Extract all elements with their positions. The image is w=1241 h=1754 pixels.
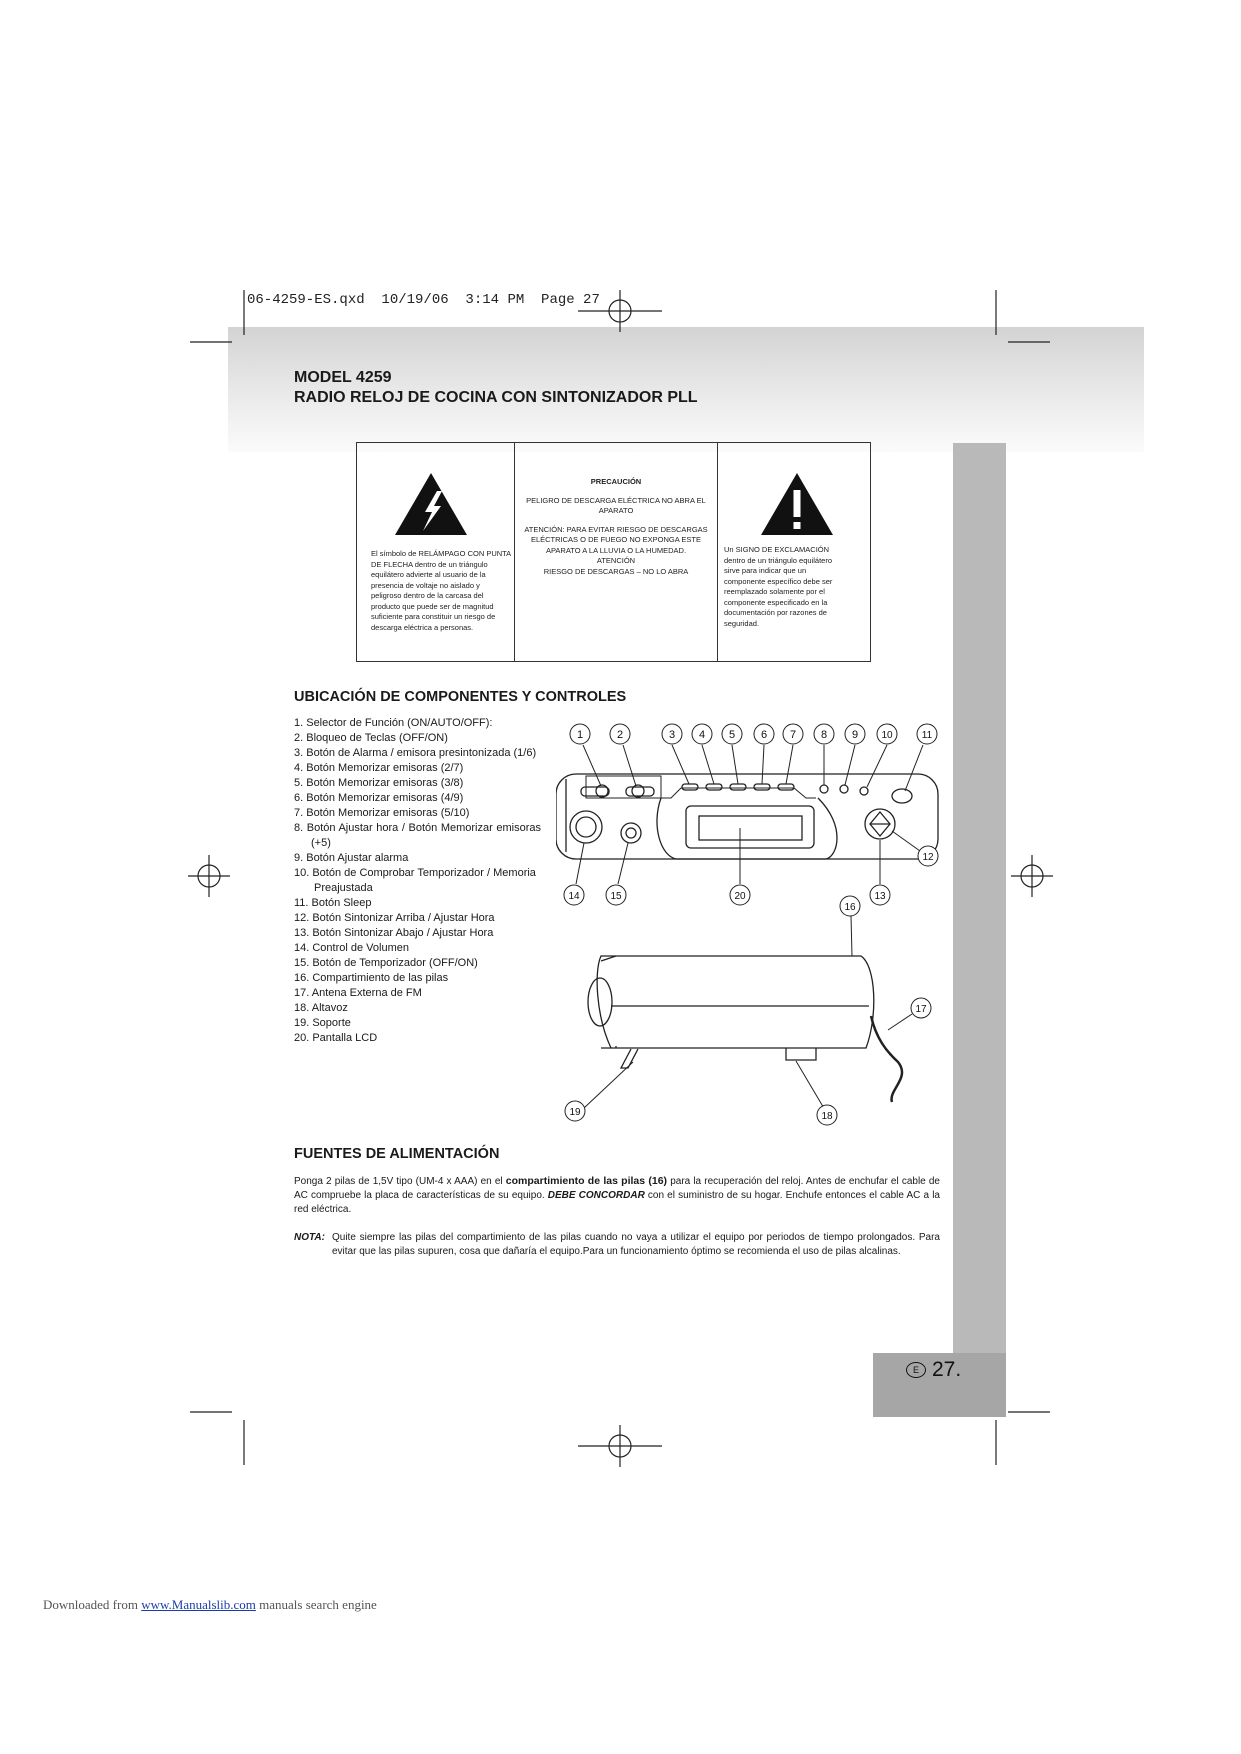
callout-4 — [692, 724, 712, 744]
exclamation-explanation: Un SIGNO DE EXCLAMACIÓN dentro de un triángulo equilátero sirve para indicar que un componente específico debe ser reemplazado solamente por el componente especificado en la documentación por razones de seguridad. — [724, 545, 833, 628]
page-header — [294, 368, 698, 408]
exclamation-column — [717, 443, 870, 661]
callout-15-label: 15 — [610, 891, 622, 902]
callout-16-label: 16 — [844, 902, 856, 913]
power-heading: FUENTES DE ALIMENTACIÓN — [294, 1146, 500, 1162]
callout-6-label: 6 — [760, 729, 768, 741]
callout-20-label: 20 — [734, 891, 746, 902]
manualslib-link[interactable]: www.Manualslib.com — [141, 1597, 256, 1612]
callout-labels — [564, 724, 938, 1125]
callout-15 — [606, 885, 626, 905]
callout-7-label: 7 — [789, 729, 797, 741]
caution-line-4: RIESGO DE DESCARGAS – NO LO ABRA — [543, 566, 689, 576]
list-item: 18. Altavoz — [294, 1002, 348, 1014]
caution-line-2: ATENCIÓN: PARA EVITAR RIESGO DE DESCARGAS ELÉCTRICAS O DE FUEGO NO EXPONGA ESTE APARATO A LA LLUVIA O LA HUMEDAD. — [524, 524, 708, 555]
callout-18 — [817, 1105, 837, 1125]
callout-11 — [917, 724, 937, 744]
callout-8 — [814, 724, 834, 744]
callout-5-label: 5 — [728, 729, 736, 741]
list-item: 11. Botón Sleep — [294, 897, 372, 909]
list-item: 17. Antena Externa de FM — [294, 987, 422, 999]
lightning-warning-icon — [357, 443, 514, 543]
callout-20 — [730, 885, 750, 905]
callout-3-label: 3 — [668, 729, 676, 741]
registration-mark-right — [1011, 855, 1053, 897]
safety-warning-box — [356, 442, 871, 662]
front-view-drawing — [556, 774, 938, 859]
callout-12-label: 12 — [922, 852, 934, 863]
list-item: 9. Botón Ajustar alarma — [294, 852, 409, 864]
lightning-explanation: El símbolo de RELÁMPAGO CON PUNTA DE FLECHA dentro de un triángulo equilátero advierte al usuario de la presencia de voltaje no aislado y peligroso dentro de la carcasa del producto que puede ser de magnitud suficiente para constituir un riesgo de descarga eléctrica a personas. — [371, 549, 511, 632]
callout-2-label: 2 — [616, 729, 624, 741]
registration-mark-left — [188, 855, 230, 897]
list-item: 4. Botón Memorizar emisoras (2/7) — [294, 762, 464, 774]
list-item: 10. Botón de Comprobar Temporizador / Memoria Preajustada — [294, 867, 536, 894]
callout-5 — [722, 724, 742, 744]
callout-10-label: 10 — [881, 730, 893, 741]
side-view-drawing — [588, 956, 902, 1102]
callout-19-label: 19 — [569, 1107, 581, 1118]
list-item: 6. Botón Memorizar emisoras (4/9) — [294, 792, 464, 804]
must-match-emphasis: DEBE CONCORDAR — [547, 1190, 645, 1201]
caution-line-1: PELIGRO DE DESCARGA ELÉCTRICA NO ABRA EL APARATO — [526, 495, 706, 515]
caution-line-3: ATENCIÓN — [596, 556, 636, 565]
battery-compartment-ref: compartimiento de las pilas (16) — [505, 1175, 668, 1187]
callout-6 — [754, 724, 774, 744]
radio-diagram — [556, 716, 946, 1126]
callout-10 — [877, 724, 897, 744]
list-item: 8. Botón Ajustar hora / Botón Memorizar emisoras (+5) — [294, 822, 541, 849]
list-item: 16. Compartimiento de las pilas — [294, 972, 449, 984]
model-title: MODEL 4259 — [294, 369, 392, 386]
callout-11-label: 11 — [921, 730, 933, 741]
components-heading: UBICACIÓN DE COMPONENTES Y CONTROLES — [294, 689, 627, 705]
callout-4-label: 4 — [698, 729, 706, 741]
exclamation-warning-icon — [717, 443, 869, 543]
product-title: RADIO RELOJ DE COCINA CON SINTONIZADOR PLL — [294, 389, 698, 406]
caution-title: PRECAUCIÓN — [590, 477, 642, 486]
power-paragraph: Ponga 2 pilas de 1,5V tipo (UM-4 x AAA) en el compartimiento de las pilas (16) para la recuperación del reloj. Antes de enchufar el cable de AC compruebe la placa de características de su equipo. DEBE CONCORDAR con el suministro de su hogar. Enchufe entonces el cable AC a la red eléctrica. — [294, 1175, 940, 1215]
callout-9 — [845, 724, 865, 744]
print-slug: 06-4259-ES.qxd 10/19/06 3:14 PM Page 27 — [247, 292, 600, 308]
lightning-column — [357, 443, 515, 661]
callout-3 — [662, 724, 682, 744]
list-item: 1. Selector de Función (ON/AUTO/OFF): — [294, 717, 493, 729]
note-text: Quite siempre las pilas del compartimiento de las pilas cuando no vaya a utilizar el equipo por periodos de tiempo prolongados. Para evitar que las pilas supuren, cosa que dañaría el equipo.Para un funcionamiento óptimo se recomienda el uso de pilas alcalinas. — [332, 1232, 940, 1257]
list-item: 13. Botón Sintonizar Abajo / Ajustar Hora — [294, 927, 494, 939]
callout-16 — [840, 896, 860, 916]
list-item: 2. Bloqueo de Teclas (OFF/ON) — [294, 732, 448, 744]
list-item: 3. Botón de Alarma / emisora presintonizada (1/6) — [294, 747, 537, 759]
list-item: 20. Pantalla LCD — [294, 1032, 378, 1044]
callout-17-label: 17 — [915, 1004, 927, 1015]
callout-9-label: 9 — [851, 729, 859, 741]
page-number: E 27. — [906, 1358, 961, 1382]
list-item: 19. Soporte — [294, 1017, 351, 1029]
language-badge: E — [906, 1362, 926, 1378]
callout-8-label: 8 — [820, 729, 828, 741]
callout-1 — [570, 724, 590, 744]
components-list — [294, 716, 541, 1046]
registration-mark-bottom — [578, 1425, 662, 1467]
caution-column — [514, 443, 718, 661]
callout-7 — [783, 724, 803, 744]
callout-12 — [918, 846, 938, 866]
list-item: 7. Botón Memorizar emisoras (5/10) — [294, 807, 470, 819]
callout-2 — [610, 724, 630, 744]
callout-13 — [870, 885, 890, 905]
callout-14 — [564, 885, 584, 905]
list-item: 14. Control de Volumen — [294, 942, 409, 954]
list-item: 15. Botón de Temporizador (OFF/ON) — [294, 957, 478, 969]
download-footer: Downloaded from www.Manualslib.com manuals search engine — [43, 1597, 377, 1612]
callout-13-label: 13 — [874, 891, 886, 902]
callout-17 — [911, 998, 931, 1018]
list-item: 5. Botón Memorizar emisoras (3/8) — [294, 777, 464, 789]
note-label: NOTA: — [294, 1232, 325, 1243]
list-item: 12. Botón Sintonizar Arriba / Ajustar Hora — [294, 912, 495, 924]
callout-14-label: 14 — [568, 891, 580, 902]
callout-1-label: 1 — [576, 729, 584, 741]
callout-19 — [565, 1101, 585, 1121]
callout-18-label: 18 — [821, 1111, 833, 1122]
